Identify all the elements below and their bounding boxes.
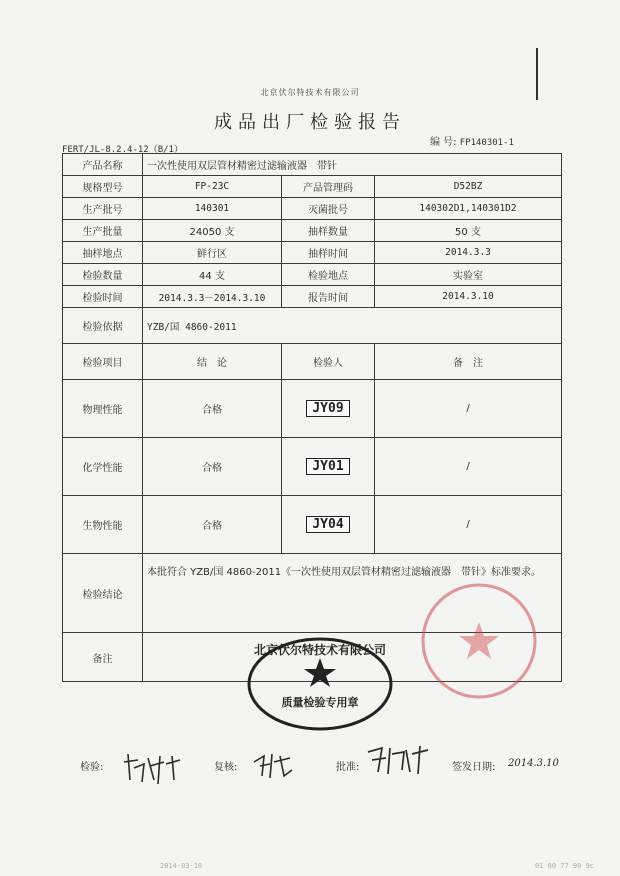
report-title: 成品出厂检验报告 <box>214 112 406 133</box>
product-name-label: 产品名称 <box>63 154 143 176</box>
approver-sign-label: 批准: <box>336 762 360 773</box>
issue-date-value: 2014.3.10 <box>508 758 559 769</box>
basis-label: 检验依据 <box>63 308 143 344</box>
inspect-time-value: 2014.3.3－2014.3.10 <box>143 286 282 308</box>
conclusion-text: 本批符合 YZB/国 4860-2011《一次性使用双层管材精密过滤输液器 带针》标准要求。 <box>143 554 562 633</box>
result-item: 化学性能 <box>63 438 143 496</box>
inspector-signature <box>120 750 184 788</box>
serial-number <box>430 133 514 148</box>
header-inspector: 检验人 <box>282 344 375 380</box>
table-row <box>63 198 562 220</box>
result-item: 物理性能 <box>63 380 143 438</box>
product-name-value: 一次性使用双层管材精密过滤输液器 带针 <box>143 154 562 176</box>
sample-qty-label: 抽样数量 <box>282 220 375 242</box>
sample-place-value: 鲜行区 <box>143 242 282 264</box>
approver-signature <box>364 742 434 778</box>
spec-value: FP-23C <box>143 176 282 198</box>
inspector-sign-label: 检验: <box>80 762 104 773</box>
form-code: FERT/JL-8.2.4-12（B/1） <box>62 145 183 155</box>
quantity-value: 24050 支 <box>143 220 282 242</box>
table-row <box>63 242 562 264</box>
inspect-place-label: 检验地点 <box>282 264 375 286</box>
result-note: / <box>375 496 562 554</box>
result-conclusion: 合格 <box>143 380 282 438</box>
sterile-batch-label: 灭菌批号 <box>282 198 375 220</box>
red-seal-star <box>459 622 499 659</box>
spec-label: 规格型号 <box>63 176 143 198</box>
qc-seal-star <box>304 658 336 687</box>
header-item: 检验项目 <box>63 344 143 380</box>
table-row <box>63 154 562 176</box>
inspect-time-label: 检验时间 <box>63 286 143 308</box>
signature-row <box>0 752 620 782</box>
sterile-batch-value: 140302D1,140301D2 <box>375 198 562 220</box>
company-name: 北京伏尔特技术有限公司 <box>260 88 360 97</box>
remarks-label: 备注 <box>63 633 143 682</box>
sample-place-label: 抽样地点 <box>63 242 143 264</box>
inspector-stamp: JY01 <box>306 458 349 475</box>
result-row-chemical <box>63 438 562 496</box>
table-row <box>63 220 562 242</box>
result-inspector-cell <box>282 438 375 496</box>
qc-seal <box>246 636 394 732</box>
sample-qty-value: 50 支 <box>375 220 562 242</box>
table-row <box>63 176 562 198</box>
basis-value: YZB/国 4860-2011 <box>143 308 562 344</box>
serial-label: 编 号: <box>430 137 457 148</box>
batch-value: 140301 <box>143 198 282 220</box>
qc-seal-company: 北京伏尔特技术有限公司 <box>253 643 387 657</box>
batch-label: 生产批号 <box>63 198 143 220</box>
result-row-physical <box>63 380 562 438</box>
serial-value: FP140301-1 <box>459 138 514 148</box>
quantity-label: 生产批量 <box>63 220 143 242</box>
report-time-value: 2014.3.10 <box>375 286 562 308</box>
conclusion-label: 检验结论 <box>63 554 143 633</box>
result-conclusion: 合格 <box>143 496 282 554</box>
inspect-qty-label: 检验数量 <box>63 264 143 286</box>
header-conclusion: 结 论 <box>143 344 282 380</box>
inspector-stamp: JY09 <box>306 400 349 417</box>
sample-time-label: 抽样时间 <box>282 242 375 264</box>
mgmt-code-value: D52BZ <box>375 176 562 198</box>
results-header-row <box>63 344 562 380</box>
header-note: 备 注 <box>375 344 562 380</box>
table-row <box>63 264 562 286</box>
result-note: / <box>375 438 562 496</box>
reviewer-signature <box>250 748 296 782</box>
table-row <box>63 286 562 308</box>
table-row <box>63 308 562 344</box>
report-time-label: 报告时间 <box>282 286 375 308</box>
footer-left: 2014-03-10 <box>160 862 203 870</box>
inspector-stamp: JY04 <box>306 516 349 533</box>
result-inspector-cell <box>282 496 375 554</box>
reviewer-sign-label: 复核: <box>214 762 238 773</box>
inspect-place-value: 实验室 <box>375 264 562 286</box>
footer-right: 01 60 77 90 9c <box>535 862 595 870</box>
inspect-qty-value: 44 支 <box>143 264 282 286</box>
mgmt-code-label: 产品管理码 <box>282 176 375 198</box>
red-seal <box>418 580 540 702</box>
result-inspector-cell <box>282 380 375 438</box>
sample-time-value: 2014.3.3 <box>375 242 562 264</box>
result-item: 生物性能 <box>63 496 143 554</box>
result-row-biological <box>63 496 562 554</box>
issue-date-label: 签发日期: <box>452 762 496 773</box>
result-conclusion: 合格 <box>143 438 282 496</box>
qc-seal-purpose: 质量检验专用章 <box>281 696 359 709</box>
result-note: / <box>375 380 562 438</box>
